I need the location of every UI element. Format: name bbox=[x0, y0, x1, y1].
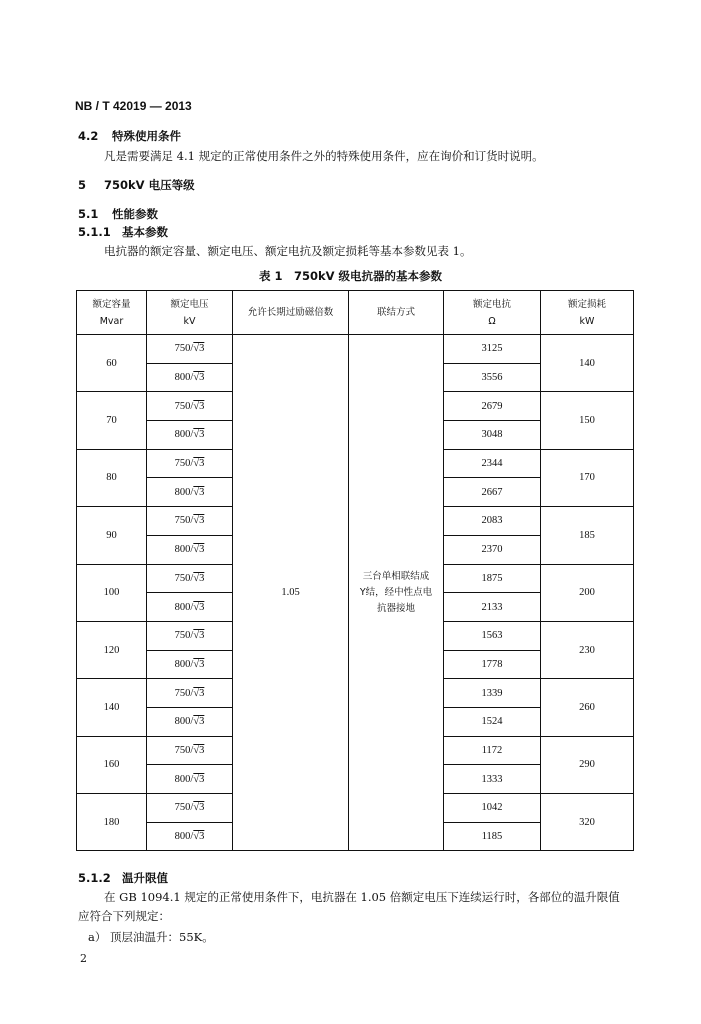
sqrt3-symbol: √3 bbox=[193, 486, 205, 498]
section-title: 特殊使用条件 bbox=[112, 129, 182, 143]
section-4-2-text: 凡是需要满足 4.1 规定的正常使用条件之外的特殊使用条件，应在询价和订货时说明。 bbox=[104, 149, 544, 163]
voltage-cell bbox=[147, 822, 233, 851]
voltage-cell bbox=[147, 478, 233, 507]
table-row bbox=[77, 335, 634, 364]
capacity-cell: 80 bbox=[77, 449, 147, 506]
capacity-cell: 160 bbox=[77, 736, 147, 793]
sqrt3-symbol: √3 bbox=[193, 630, 205, 642]
voltage-value: 750/ bbox=[174, 400, 194, 412]
header-reactance: 额定电抗 Ω bbox=[444, 291, 541, 335]
voltage-value: 800/ bbox=[174, 601, 194, 613]
voltage-cell bbox=[147, 679, 233, 708]
header-connection: 联结方式 bbox=[349, 291, 444, 335]
voltage-cell bbox=[147, 707, 233, 736]
voltage-value: 800/ bbox=[174, 831, 194, 843]
reactance-cell: 1042 bbox=[444, 794, 541, 823]
voltage-cell bbox=[147, 621, 233, 650]
loss-cell: 185 bbox=[541, 507, 634, 564]
section-5-1-1-text: 电抗器的额定容量、额定电压、额定电抗及额定损耗等基本参数见表 1。 bbox=[104, 244, 472, 258]
voltage-cell bbox=[147, 650, 233, 679]
voltage-cell bbox=[147, 794, 233, 823]
voltage-value: 750/ bbox=[174, 630, 194, 642]
voltage-cell bbox=[147, 421, 233, 450]
voltage-cell bbox=[147, 765, 233, 794]
reactance-cell: 1563 bbox=[444, 621, 541, 650]
loss-cell: 320 bbox=[541, 794, 634, 851]
voltage-cell bbox=[147, 507, 233, 536]
capacity-cell: 70 bbox=[77, 392, 147, 449]
section-5-1-2-heading bbox=[78, 870, 168, 886]
voltage-cell bbox=[147, 363, 233, 392]
section-5-1-1-heading bbox=[78, 224, 168, 240]
reactance-cell: 2667 bbox=[444, 478, 541, 507]
voltage-cell bbox=[147, 593, 233, 622]
reactance-cell: 3556 bbox=[444, 363, 541, 392]
sqrt3-symbol: √3 bbox=[193, 400, 205, 412]
voltage-cell bbox=[147, 564, 233, 593]
header-loss: 额定损耗 kW bbox=[541, 291, 634, 335]
sqrt3-symbol: √3 bbox=[193, 572, 205, 584]
connection-line: 三台单相联结成 bbox=[362, 570, 430, 582]
loss-cell: 170 bbox=[541, 449, 634, 506]
voltage-value: 750/ bbox=[174, 343, 194, 355]
reactance-cell: 2370 bbox=[444, 535, 541, 564]
sqrt3-symbol: √3 bbox=[193, 343, 205, 355]
reactance-cell: 3048 bbox=[444, 421, 541, 450]
sqrt3-symbol: √3 bbox=[193, 544, 205, 556]
sqrt3-symbol: √3 bbox=[193, 831, 205, 843]
sqrt3-symbol: √3 bbox=[193, 687, 205, 699]
loss-cell: 230 bbox=[541, 621, 634, 678]
section-number: 5.1.2 bbox=[78, 871, 111, 885]
loss-cell: 150 bbox=[541, 392, 634, 449]
reactance-cell: 1875 bbox=[444, 564, 541, 593]
voltage-value: 800/ bbox=[174, 658, 194, 670]
section-title: 基本参数 bbox=[122, 225, 169, 239]
voltage-value: 750/ bbox=[174, 802, 194, 814]
section-5-1-2-text-line1: 在 GB 1094.1 规定的正常使用条件下，电抗器在 1.05 倍额定电压下连续运行时，各部位的温升限值 bbox=[104, 890, 620, 904]
section-5-1-2-text-line2: 应符合下列规定： bbox=[78, 909, 170, 923]
section-5-1-heading bbox=[78, 206, 158, 222]
reactance-cell: 1778 bbox=[444, 650, 541, 679]
reactance-cell: 2344 bbox=[444, 449, 541, 478]
voltage-value: 750/ bbox=[174, 458, 194, 470]
capacity-cell: 120 bbox=[77, 621, 147, 678]
reactance-cell: 2679 bbox=[444, 392, 541, 421]
voltage-value: 800/ bbox=[174, 544, 194, 556]
sqrt3-symbol: √3 bbox=[193, 658, 205, 670]
voltage-value: 750/ bbox=[174, 572, 194, 584]
voltage-value: 800/ bbox=[174, 486, 194, 498]
section-title: 性能参数 bbox=[112, 207, 159, 221]
sqrt3-symbol: √3 bbox=[193, 372, 205, 384]
reactance-cell: 3125 bbox=[444, 335, 541, 364]
sqrt3-symbol: √3 bbox=[193, 458, 205, 470]
capacity-cell: 100 bbox=[77, 564, 147, 621]
voltage-value: 800/ bbox=[174, 372, 194, 384]
sqrt3-symbol: √3 bbox=[193, 802, 205, 814]
section-number: 5.1 bbox=[78, 207, 99, 221]
header-overexcitation: 允许长期过励磁倍数 bbox=[233, 291, 349, 335]
loss-cell: 290 bbox=[541, 736, 634, 793]
parameters-table bbox=[76, 290, 634, 851]
voltage-cell bbox=[147, 392, 233, 421]
loss-cell: 140 bbox=[541, 335, 634, 392]
voltage-value: 750/ bbox=[174, 515, 194, 527]
table-caption: 表 1 750kV 级电抗器的基本参数 bbox=[258, 269, 443, 283]
capacity-cell: 140 bbox=[77, 679, 147, 736]
table-header-row bbox=[77, 291, 634, 335]
sqrt3-symbol: √3 bbox=[193, 429, 205, 441]
voltage-cell bbox=[147, 535, 233, 564]
document-header: NB / T 42019 — 2013 bbox=[75, 99, 192, 113]
reactance-cell: 1524 bbox=[444, 707, 541, 736]
capacity-cell: 180 bbox=[77, 794, 147, 851]
section-5-heading bbox=[78, 177, 195, 193]
page-number: 2 bbox=[80, 952, 87, 965]
reactance-cell: 1333 bbox=[444, 765, 541, 794]
capacity-cell: 60 bbox=[77, 335, 147, 392]
sqrt3-symbol: √3 bbox=[193, 716, 205, 728]
section-number: 5.1.1 bbox=[78, 225, 111, 239]
connection-cell bbox=[349, 335, 444, 851]
section-4-2-heading bbox=[78, 128, 181, 144]
section-number: 5 bbox=[78, 178, 87, 192]
sqrt3-symbol: √3 bbox=[193, 515, 205, 527]
overexcitation-cell: 1.05 bbox=[233, 335, 349, 851]
voltage-cell bbox=[147, 449, 233, 478]
reactance-cell: 1339 bbox=[444, 679, 541, 708]
list-item-a: a） 顶层油温升：55K。 bbox=[88, 930, 214, 944]
voltage-value: 750/ bbox=[174, 687, 194, 699]
connection-line: Y结，经中性点电 bbox=[359, 586, 433, 598]
voltage-value: 800/ bbox=[174, 716, 194, 728]
voltage-cell bbox=[147, 335, 233, 364]
voltage-value: 800/ bbox=[174, 773, 194, 785]
header-capacity: 额定容量 Mvar bbox=[77, 291, 147, 335]
voltage-value: 750/ bbox=[174, 744, 194, 756]
connection-line: 抗器接地 bbox=[376, 602, 415, 614]
capacity-cell: 90 bbox=[77, 507, 147, 564]
loss-cell: 260 bbox=[541, 679, 634, 736]
sqrt3-symbol: √3 bbox=[193, 601, 205, 613]
loss-cell: 200 bbox=[541, 564, 634, 621]
header-voltage: 额定电压 kV bbox=[147, 291, 233, 335]
reactance-cell: 1185 bbox=[444, 822, 541, 851]
section-title: 750kV 电压等级 bbox=[104, 178, 195, 192]
reactance-cell: 1172 bbox=[444, 736, 541, 765]
section-number: 4.2 bbox=[78, 129, 99, 143]
section-title: 温升限值 bbox=[122, 871, 169, 885]
sqrt3-symbol: √3 bbox=[193, 744, 205, 756]
reactance-cell: 2083 bbox=[444, 507, 541, 536]
voltage-cell bbox=[147, 736, 233, 765]
reactance-cell: 2133 bbox=[444, 593, 541, 622]
voltage-value: 800/ bbox=[174, 429, 194, 441]
sqrt3-symbol: √3 bbox=[193, 773, 205, 785]
